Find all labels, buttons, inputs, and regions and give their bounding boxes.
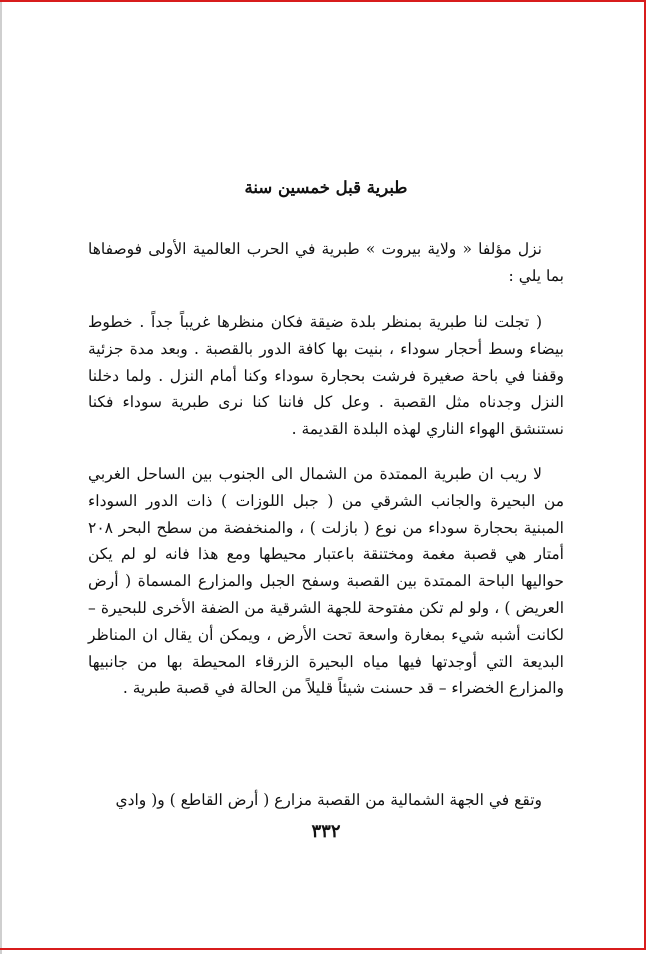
paragraph-2: ( تجلت لنا طبرية بمنظر بلدة ضيقة فكان منظرها غريباً جداً . خطوط بيضاء وسط أحجار سوداء ، بنيت بها كافة الدور بالقصبة . وبعد مدة جزئية وقفنا في باحة صغيرة فرشت بحجارة سوداء وكنا أمام النزل . ولما دخلنا النزل وجدناه مثل القصبة . وعل كل فاننا كنا نرى طبرية سوداء فكنا نستنشق الهواء الناري لهذه البلدة القديمة . <box>88 313 564 439</box>
page-number: ٣٣٢ <box>311 821 341 842</box>
page-title: طبرية قبل خمسين سنة <box>244 178 408 197</box>
document-page <box>88 0 564 954</box>
paragraph-3: لا ريب ان طبرية الممتدة من الشمال الى الجنوب بين الساحل الغربي من البحيرة والجانب الشرقي من ( جبل اللوزات ) ذات الدور السوداء المبنية بحجارة سوداء من نوع ( بازلت ) ، والمنخفضة من سطح البحر ٢٠٨ أمتار هي قصبة مغمة ومختنقة باعتبار محيطها ومع هذا فانه لو لم يكن حواليها الباحة الممتدة بين القصبة وسفح الجبل والمزارع المسماة ( أرض العريض ) ، ولو لم تكن مفتوحة للجهة الشرقية من الضفة الأخرى للبحيرة – لكانت أشبه شيء بمغارة واسعة تحت الأرض ، ويمكن أن يقال ان المناظر البديعة التي أوجدتها فيها مياه البحيرة الزرقاء المحيطة بها من جانبيها والمزارع الخضراء – قد حسنت شيئاً قليلاً من الحالة في قصبة طبرية . <box>88 465 564 698</box>
paragraph-4: وتقع في الجهة الشمالية من القصبة مزارع ( أرض القاطع ) و( وادي <box>115 791 542 809</box>
paragraph-1: نزل مؤلفا « ولاية بيروت » طبرية في الحرب العالمية الأولى فوصفاها بما يلي : <box>88 240 564 285</box>
